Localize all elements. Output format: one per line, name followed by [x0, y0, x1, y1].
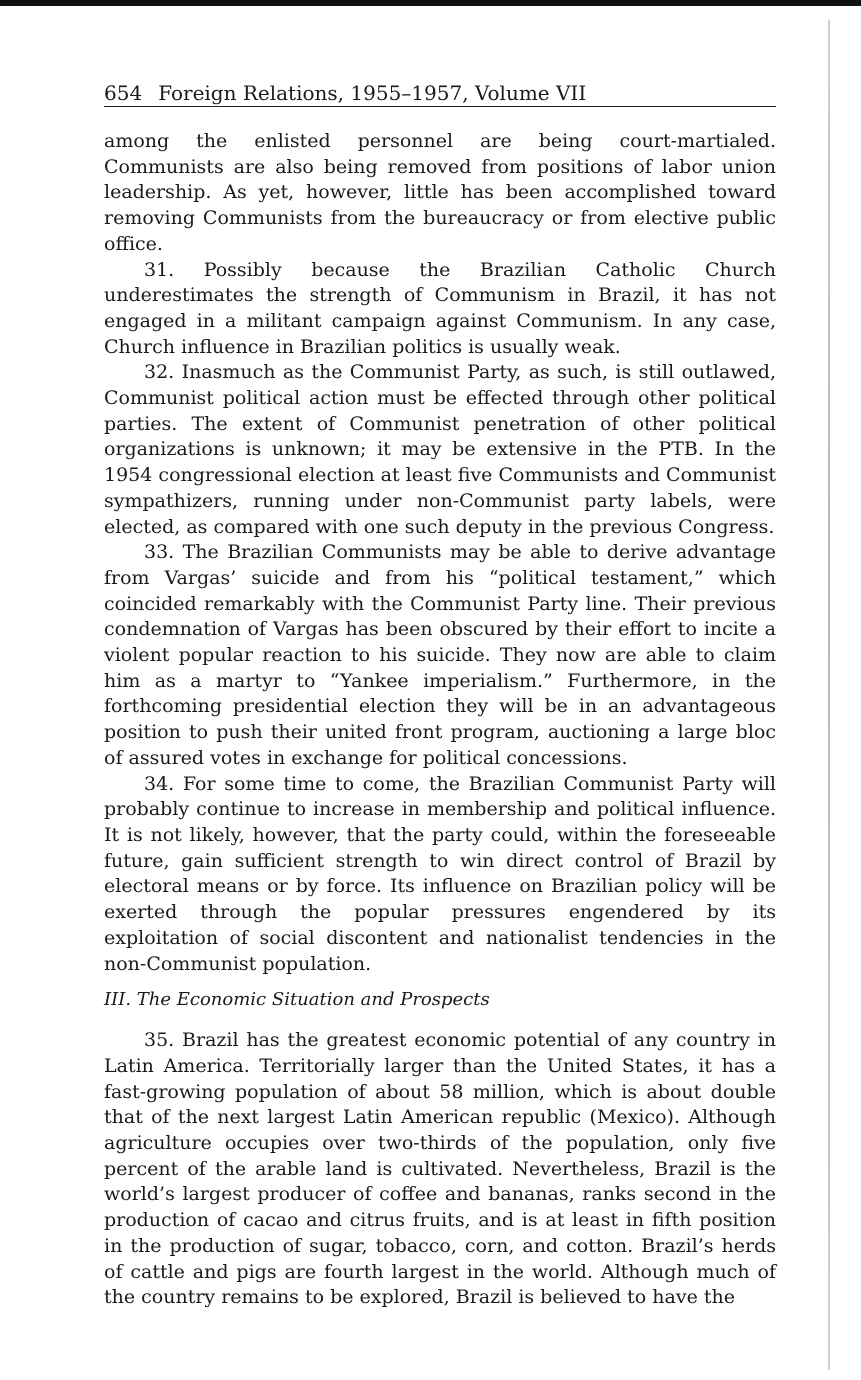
- page-number: 654: [104, 81, 143, 105]
- paragraph-32: 32. Inasmuch as the Communist Party, as such, is still outlawed, Communist political action must be effected through other political parties. The extent of Communist penetration of other political organizations is unknown; it may be extensive in the PTB. In the 1954 congressional election at least five Communists and Communist sympathizers, running under non-Communist party labels, were elected, as compared with one such deputy in the previous Congress.: [104, 361, 776, 538]
- page-edge: [828, 20, 830, 1370]
- paragraph-35: 35. Brazil has the greatest economic potential of any country in Latin America. Territorially larger than the United States, it has a fast-growing population of about 58 million, which is about double that of the next largest Latin American republic (Mexico). Although agriculture occupies over two-thirds of the population, only five percent of the arable land is cultivated. Nevertheless, Brazil is the world’s largest producer of coffee and bananas, ranks second in the production of cacao and citrus fruits, and is at least in fifth position in the production of sugar, tobacco, corn, and cotton. Brazil’s herds of cattle and pigs are fourth largest in the world. Although much of the country remains to be explored, Brazil is believed to have the: [104, 1029, 776, 1309]
- paragraph-33: 33. The Brazilian Communists may be able to derive advantage from Vargas’ suicide and from his “political testament,” which coincided remarkably with the Communist Party line. Their previous condemnation of Vargas has been obscured by their effort to incite a violent popular reaction to his suicide. They now are able to claim him as a martyr to “Yankee imperialism.” Furthermore, in the forthcoming presidential election they will be in an advantageous position to push their united front program, auctioning a large bloc of assured votes in exchange for political concessions.: [104, 541, 776, 769]
- paragraph-31: 31. Possibly because the Brazilian Catholic Church underestimates the strength of Communism in Brazil, it has not engaged in a militant campaign against Communism. In any case, Church influence in Brazilian politics is usually weak.: [104, 258, 776, 358]
- paragraph-continuation: among the enlisted personnel are being court-martialed. Communists are also being removed from positions of labor union leadership. As yet, however, little has been accomplished toward removing Communists from the bureaucracy or from elective public office.: [104, 130, 776, 255]
- page-body: [104, 129, 776, 1311]
- running-title: Foreign Relations, 1955–1957, Volume VII: [158, 81, 587, 105]
- running-header: [104, 80, 776, 107]
- top-rule: [0, 0, 861, 6]
- paragraph-34: 34. For some time to come, the Brazilian Communist Party will probably continue to increase in membership and political influence. It is not likely, however, that the party could, within the foreseeable future, gain sufficient strength to win direct control of Brazil by electoral means or by force. Its influence on Brazilian policy will be exerted through the popular pressures engendered by its exploitation of social discontent and nationalist tendencies in the non-Communist population.: [104, 772, 776, 975]
- section-heading: III. The Economic Situation and Prospects: [104, 989, 490, 1011]
